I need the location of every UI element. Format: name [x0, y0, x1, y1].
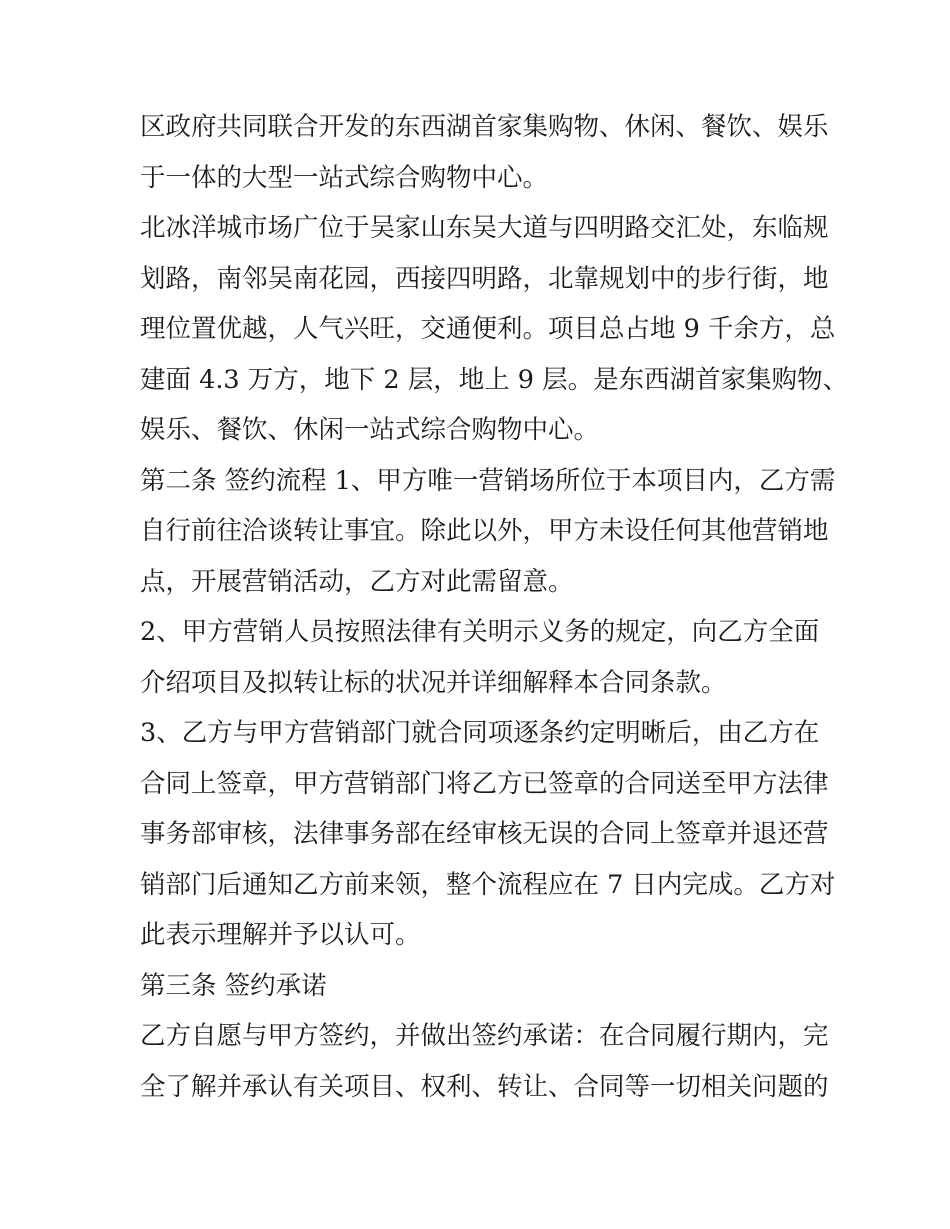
text-line: 划路，南邻吴南花园，西接四明路，北靠规划中的步行街，地 — [140, 263, 829, 294]
text-line: 理位置优越，人气兴旺，交通便利。项目总占地 9 千余方，总 — [140, 314, 836, 344]
text-line: 此表示理解并予以认可。 — [140, 920, 421, 950]
text-line: 点，开展营销活动，乙方对此需留意。 — [140, 566, 574, 597]
text-line: 北冰洋城市场广位于吴家山东吴大道与四明路交汇处，东临规 — [140, 213, 829, 243]
text-line: 销部门后通知乙方前来领，整个流程应在 7 日内完成。乙方对 — [140, 869, 836, 900]
text-line: 建面 4.3 万方，地下 2 层，地上 9 层。是东西湖首家集购物、 — [140, 364, 849, 395]
text-line: 自行前往洽谈转让事宜。除此以外，甲方未设任何其他营销地 — [140, 516, 829, 546]
document-body-text — [140, 102, 849, 1112]
text-line: 第二条 签约流程 1、甲方唯一营销场所位于本项目内，乙方需 — [140, 465, 836, 496]
text-line: 娱乐、餐饮、休闲一站式综合购物中心。 — [140, 415, 600, 445]
text-line: 于一体的大型一站式综合购物中心。 — [140, 162, 549, 193]
text-line: 区政府共同联合开发的东西湖首家集购物、休闲、餐饮、娱乐 — [140, 112, 829, 142]
text-line: 全了解并承认有关项目、权利、转让、合同等一切相关问题的 — [140, 1071, 829, 1102]
text-line: 2、甲方营销人员按照法律有关明示义务的规定，向乙方全面 — [140, 617, 820, 647]
text-line: 第三条 签约承诺 — [140, 970, 327, 1001]
text-line: 合同上签章，甲方营销部门将乙方已签章的合同送至甲方法律 — [140, 768, 829, 799]
text-line: 3、乙方与甲方营销部门就合同项逐条约定明晰后，由乙方在 — [140, 718, 820, 748]
text-line: 介绍项目及拟转让标的状况并详细解释本合同条款。 — [140, 667, 727, 698]
text-line: 乙方自愿与甲方签约，并做出签约承诺：在合同履行期内，完 — [140, 1021, 829, 1051]
text-line: 事务部审核，法律事务部在经审核无误的合同上签章并退还营 — [140, 819, 829, 849]
